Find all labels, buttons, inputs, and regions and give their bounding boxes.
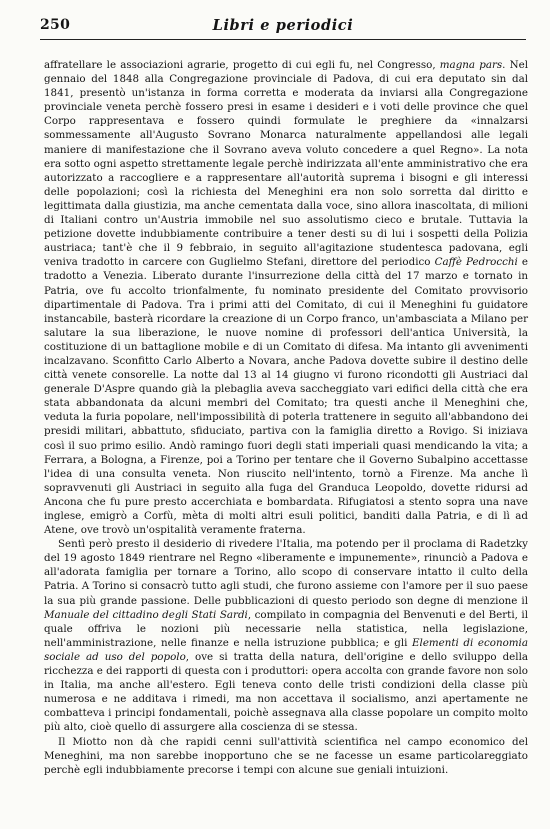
running-title: Libri e periodici xyxy=(212,17,354,34)
paragraph xyxy=(44,537,528,734)
text-run: . Nel gennaio del 1848 alla Congregazione provinciale di Padova, di cui era deputato sin dal 1841, presentò un'istanza in forma corretta e moderata da inviarsi alla Congregazione provinciale veneta perchè fossero presi in esame i desideri e i voti delle province che quel Corpo rappresentava e fossero quindi formulate le preghiere da «innalzarsi sommessamente all'Augusto Sovrano Monarca naturalmente appellandosi alle legali maniere di manifestazione che il Sovrano aveva voluto concedere a quel Regno». La nota era sotto ogni aspetto strettamente legale perchè indirizzata all'ente amministrativo che era autorizzato a raccogliere e a rappresentare all'autorità suprema i bisogni e gli interessi delle popolazioni; così la richiesta del Meneghini era non solo sorretta dal diritto e legittimata dalla giustizia, ma anche cementata dalla voce, sino allora inascoltata, di milioni di Italiani contro un'Austria immobile nel suo assolutismo cieco e brutale. Tuttavia la petizione dovette indubbiamente contribuire a tener desti su di lui i sospetti della Polizia austriaca; tant'è che il 9 febbraio, in seguito all'agitazione studentesca padovana, egli veniva tradotto in carcere con Guglielmo Stefani, direttore del periodico xyxy=(44,59,529,269)
page-header xyxy=(40,17,526,39)
paragraph xyxy=(44,58,528,537)
header-rule xyxy=(40,39,526,40)
italic-title-run: Caffè Pedrocchi xyxy=(434,256,518,269)
paragraph xyxy=(44,735,528,777)
text-run: , ove si tratta della natura, dell'origine e dello sviluppo della ricchezza e dei rapporti di questa con i produttori: opera accolta con grande favore non solo in Italia, ma anche all'estero. Egli teneva conto delle tristi condizioni della classe più numerosa e ne additava i rimedi, ma non accettava il socialismo, anzi apertamente ne combatteva i principi fondamentali, poichè assegnava alla classe popolare un compito molto più alto, cioè quello di assurgere alla coscienza di se stessa. xyxy=(44,650,528,734)
page-number: 250 xyxy=(40,17,71,33)
text-run: affratellare le associazioni agrarie, progetto di cui egli fu, nel Congresso, xyxy=(44,59,440,71)
text-run: Il Miotto non dà che rapidi cenni sull'attività scientifica nel campo economico del Meneghini, ma non sarebbe inopportuno che se ne facesse un esame particolareggiato perchè egli indubbiamente precorse i tempi con alcune sue geniali intuizioni. xyxy=(44,735,528,776)
text-run: e tradotto a Venezia. Liberato durante l'insurrezione della città del 17 marzo e tornato in Patria, ove fu accolto trionfalmente, fu nominato presidente del Comitato provvisorio dipartimentale di Padova. Tra i primi atti del Comitato, di cui il Meneghini fu guidatore instancabile, basterà ricordare la creazione di un Corpo franco, un'ambasciata a Milano per salutare la sua liberazione, le nuove nomine di professori dell'antica Università, la costituzione di un battaglione mobile e di un Comitato di difesa. Ma intanto gli avvenimenti incalzavano. Sconfitto Carlo Alberto a Novara, anche Padova dovette subire il destino delle città venete consorelle. La notte dal 13 al 14 giugno vi furono ricondotti gli Austriaci dal generale D'Aspre quando già la plebaglia aveva saccheggiato vari edifici della città che era stata abbandonata da alcuni membri del Comitato; tra questi anche il Meneghini che, veduta la furia popolare, nell'impossibilità di poterla trattenere in seguito all'abbandono dei presidi militari, abbattuto, sfiduciato, partiva con la famiglia diretto a Rovigo. Si iniziava così il suo primo esilio. Andò ramingo fuori degli stati imperiali quasi mendicando la vita; a Ferrara, a Bologna, a Firenze, poi a Torino per tentare che il Governo Subalpino accettasse l'idea di una consulta veneta. Non riuscito nell'intento, tornò a Firenze. Ma anche lì sopravvenuti gli Austriaci in seguito alla fuga del Granduca Leopoldo, dovette ridursi ad Ancona che fu pure presto accerchiata e bombardata. Rifugiatosi a stento sopra una nave inglese, emigrò a Corfù, mèta di molti altri esuli politici, banditi dalla Patria, e di lì ad Atene, ove trovò un'ospitalità veramente fraterna. xyxy=(44,256,528,537)
italic-title-run: magna pars xyxy=(439,59,503,71)
italic-title-run: Manuale del cittadino degli Stati Sardi xyxy=(44,608,248,621)
italic-title-run: Elementi di economia sociale ad uso del popolo xyxy=(44,636,528,663)
body-text xyxy=(44,58,528,777)
text-run: , compilato in compagnia del Benvenuti e del Berti, il quale offriva le nozioni più necessarie nella statistica, nella legislazione, nell'amministrazione, nelle finanze e nella istruzione pubblica; e gli xyxy=(44,608,528,649)
text-run: Sentì però presto il desiderio di rivedere l'Italia, ma potendo per il proclama di Radetzky del 19 agosto 1849 rientrare nel Regno «liberamente e impunemente», rinunciò a Padova e all'adorata famiglia per tornare a Torino, allo scopo di conservare intatto il culto della Patria. A Torino si consacrò tutto agli studi, che furono assieme con l'amore per il suo paese la sua più grande passione. Delle pubblicazioni di questo periodo son degne di menzione il xyxy=(44,538,528,607)
